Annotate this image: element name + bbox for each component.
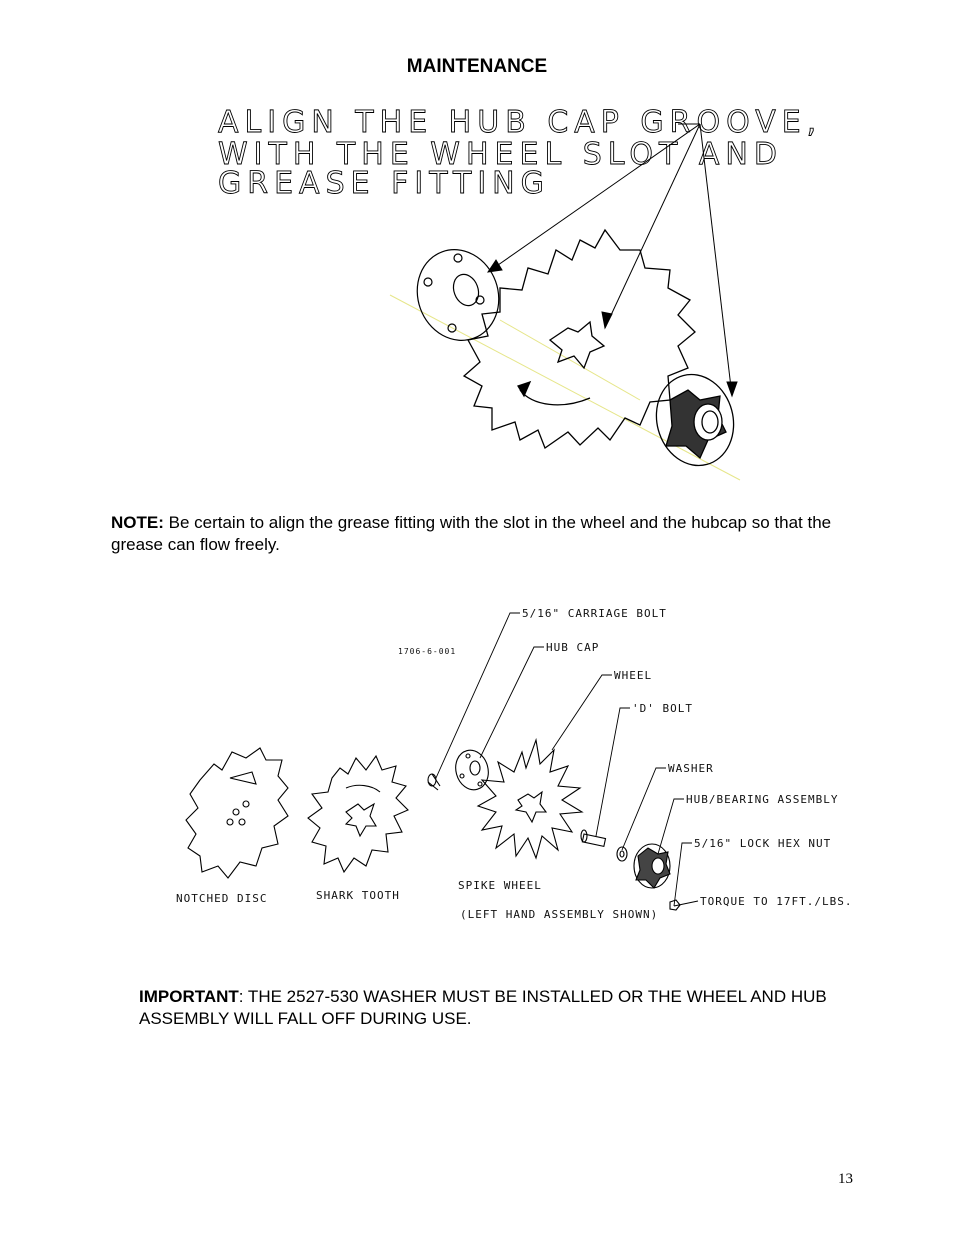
callout-line-1: ALIGN THE HUB CAP GROOVE, xyxy=(218,105,823,140)
carriage-bolt-part xyxy=(428,774,440,790)
callout-line-2: WITH THE WHEEL SLOT AND xyxy=(218,137,783,172)
label-hub-cap: HUB CAP xyxy=(546,641,600,654)
note-label: NOTE: xyxy=(111,513,164,532)
shark-tooth-part xyxy=(308,756,408,872)
centerline xyxy=(390,295,740,480)
important-text: : THE 2527-530 WASHER MUST BE INSTALLED OR THE WHEEL AND HUB ASSEMBLY WILL FALL OFF DURING USE. xyxy=(139,987,827,1028)
important-label: IMPORTANT xyxy=(139,987,239,1006)
toothed-wheel-part xyxy=(464,230,695,448)
label-washer: WASHER xyxy=(668,762,714,775)
hub-bearing-small-part xyxy=(634,844,670,888)
part-number: 1706-6-001 xyxy=(398,647,457,656)
d-bolt-part xyxy=(581,830,606,846)
label-notched-disc: NOTCHED DISC xyxy=(176,892,268,905)
hub-cap-part xyxy=(405,238,512,352)
label-carriage-bolt: 5/16" CARRIAGE BOLT xyxy=(522,607,667,620)
page-number: 13 xyxy=(838,1171,853,1187)
important-paragraph xyxy=(139,986,839,1030)
hub-cap-alignment-figure xyxy=(200,100,823,500)
label-lock-nut: 5/16" LOCK HEX NUT xyxy=(694,837,832,850)
label-shark-tooth: SHARK TOOTH xyxy=(316,889,400,902)
hub-cap-small-part xyxy=(451,747,492,794)
note-paragraph xyxy=(111,512,841,556)
label-assembly-note: (LEFT HAND ASSEMBLY SHOWN) xyxy=(460,908,659,921)
label-torque: TORQUE TO 17FT./LBS. xyxy=(700,895,853,908)
callout-line-3: GREASE FITTING xyxy=(218,166,550,201)
label-wheel: WHEEL xyxy=(614,669,653,682)
label-spike-wheel: SPIKE WHEEL xyxy=(458,879,542,892)
notched-disc-part xyxy=(186,748,288,878)
exploded-assembly-figure xyxy=(170,600,860,930)
page-title: MAINTENANCE xyxy=(406,56,548,77)
label-d-bolt: 'D' BOLT xyxy=(632,702,693,715)
note-text: Be certain to align the grease fitting with the slot in the wheel and the hubcap so that the grease can flow freely. xyxy=(111,513,832,554)
spike-wheel-part xyxy=(478,740,582,858)
label-hub-bearing: HUB/BEARING ASSEMBLY xyxy=(686,793,839,806)
